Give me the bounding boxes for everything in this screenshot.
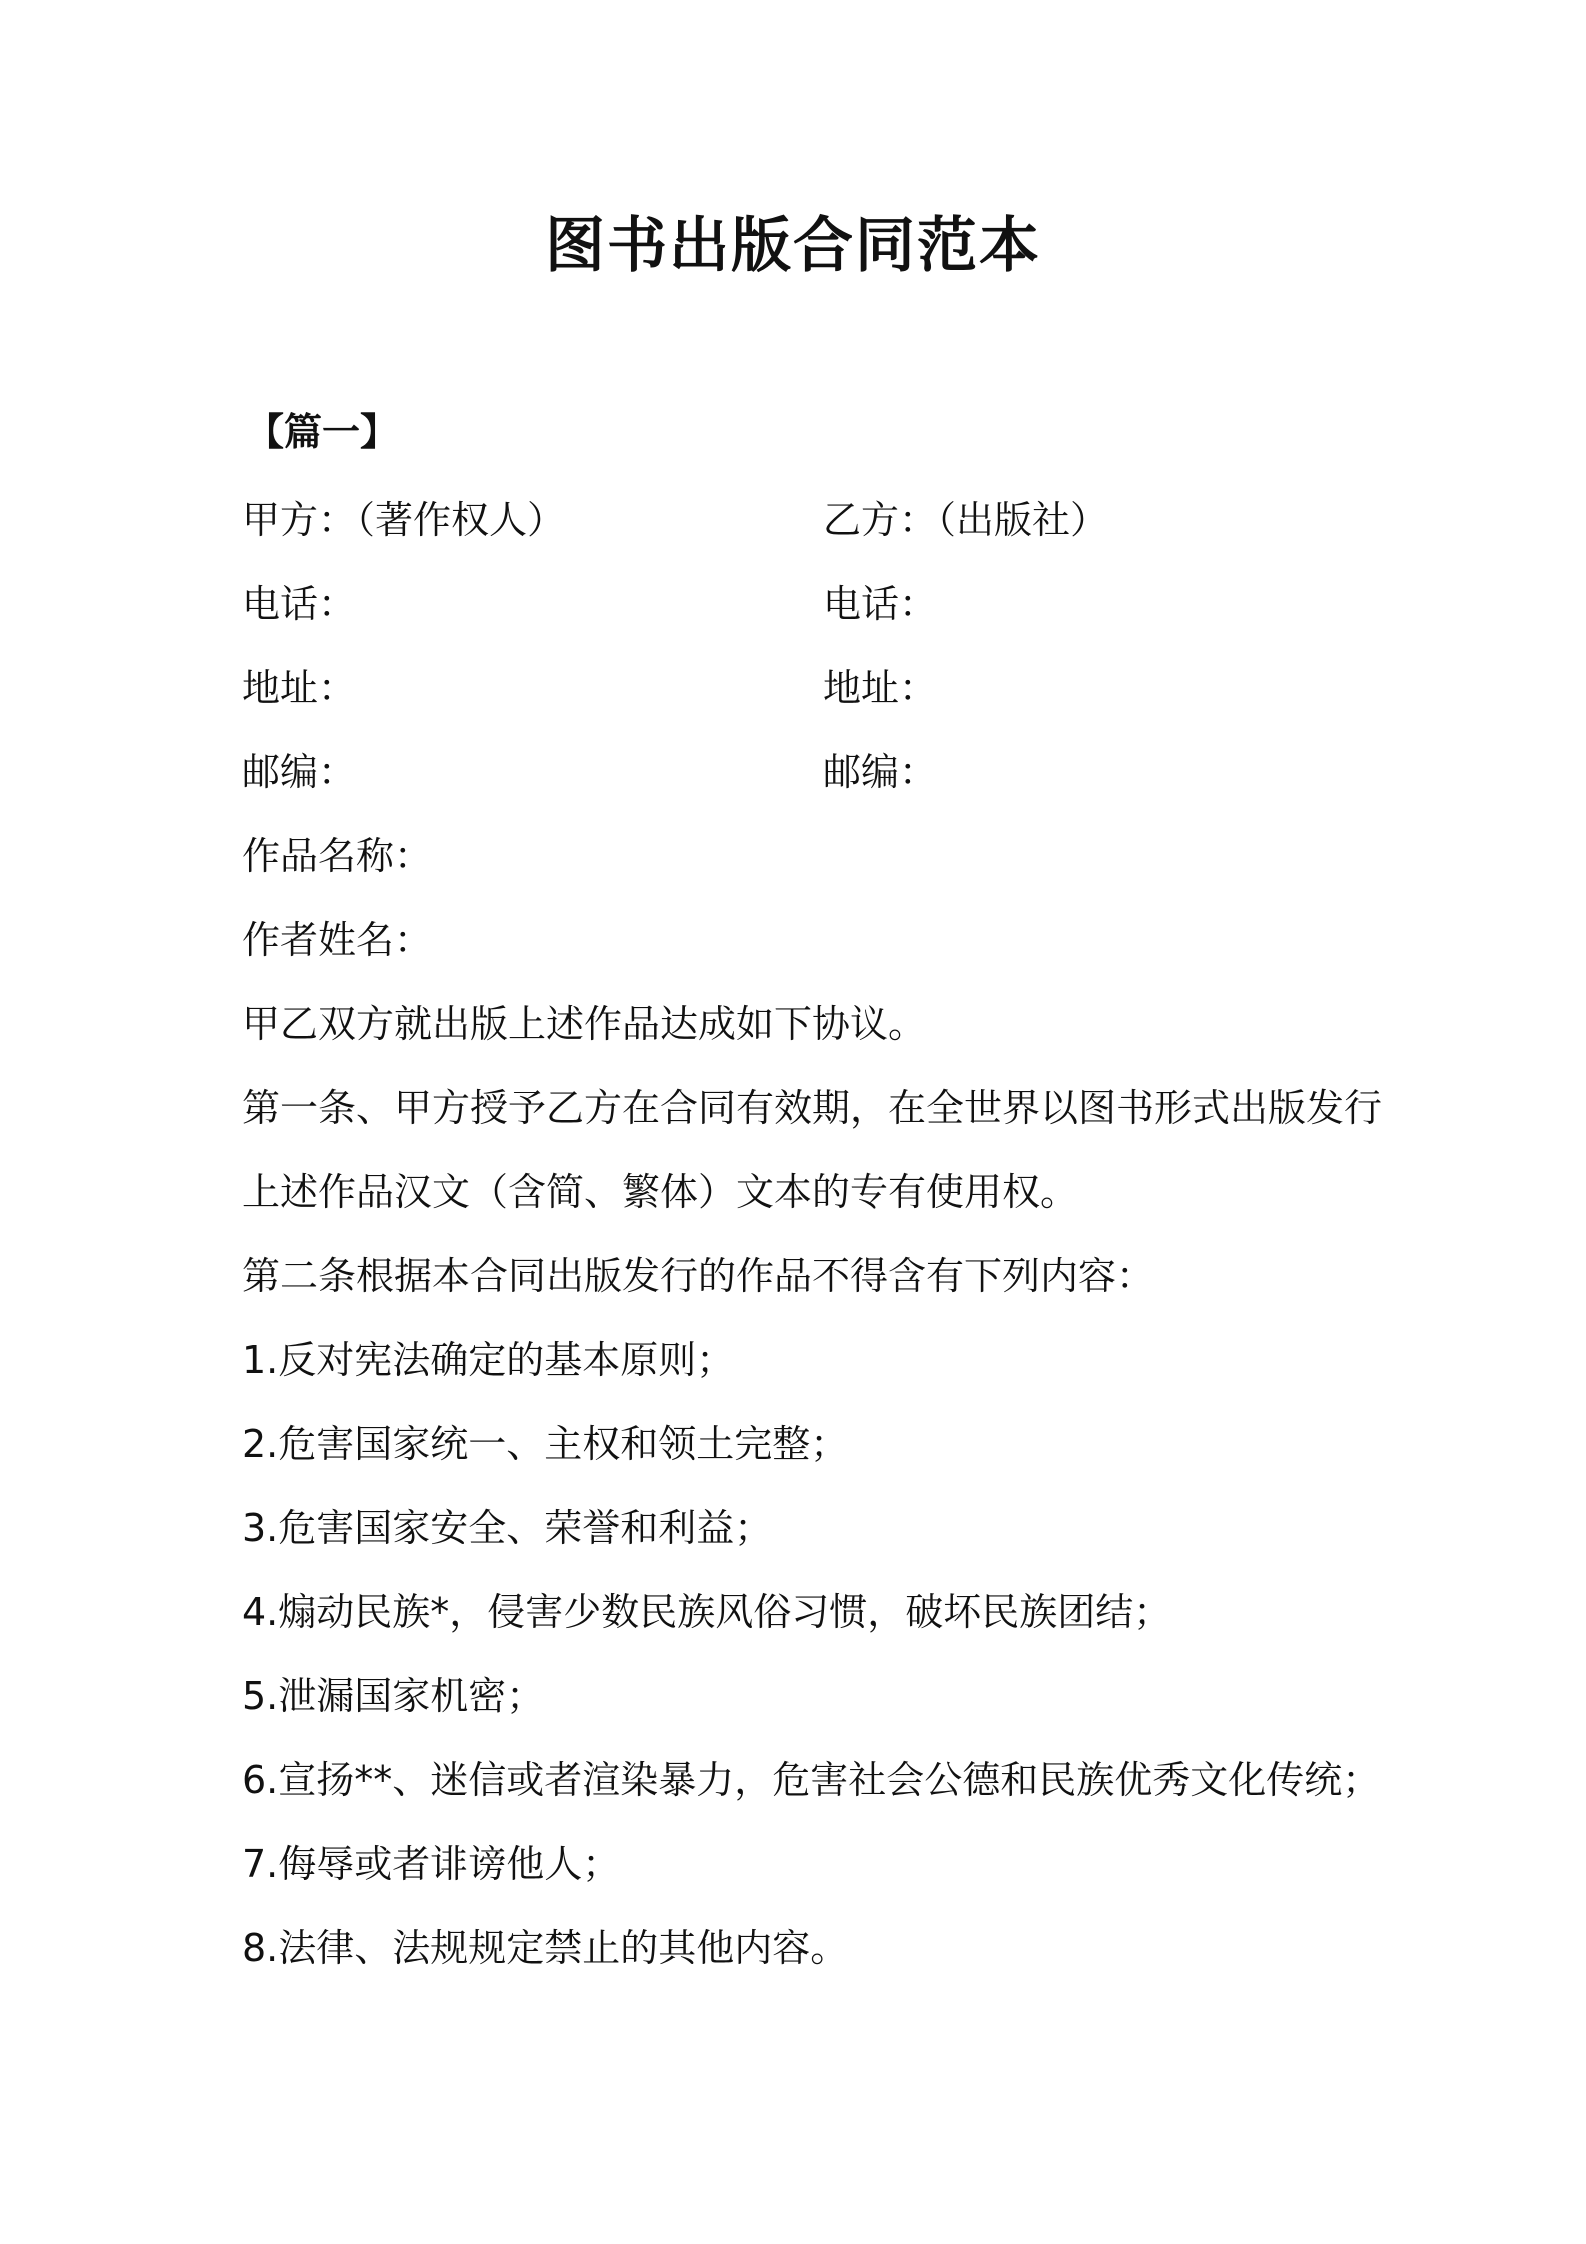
list-item: 8.法律、法规规定禁止的其他内容。 <box>242 1926 849 1970</box>
party-a-address: 地址： <box>242 666 357 710</box>
party-a-phone: 电话： <box>242 582 357 626</box>
list-item: 1.反对宪法确定的基本原则； <box>242 1338 735 1382</box>
party-a-postcode: 邮编： <box>242 750 357 794</box>
article-2: 第二条根据本合同出版发行的作品不得含有下列内容： <box>242 1254 1155 1298</box>
work-title-field: 作品名称： <box>242 834 433 878</box>
party-b-name: 乙方：（出版社） <box>823 498 1109 542</box>
list-item: 3.危害国家安全、荣誉和利益； <box>242 1506 773 1550</box>
list-item: 5.泄漏国家机密； <box>242 1674 545 1718</box>
article-1-line-1: 第一条、甲方授予乙方在合同有效期，在全世界以图书形式出版发行 <box>242 1086 1383 1130</box>
party-b-phone: 电话： <box>823 582 938 626</box>
list-item: 6.宣扬**、迷信或者渲染暴力，危害社会公德和民族优秀文化传统； <box>242 1758 1381 1802</box>
list-item: 7.侮辱或者诽谤他人； <box>242 1842 621 1886</box>
party-b-address: 地址： <box>823 666 938 710</box>
document-title: 图书出版合同范本 <box>545 211 1041 281</box>
list-item: 4.煽动民族*，侵害少数民族风俗习惯，破坏民族团结； <box>242 1590 1172 1634</box>
author-name-field: 作者姓名： <box>242 918 433 962</box>
article-1-line-2: 上述作品汉文（含简、繁体）文本的专有使用权。 <box>242 1170 1079 1214</box>
list-item: 2.危害国家统一、主权和领土完整； <box>242 1422 849 1466</box>
party-b-postcode: 邮编： <box>823 750 938 794</box>
agreement-intro: 甲乙双方就出版上述作品达成如下协议。 <box>242 1002 927 1046</box>
section-heading: 【篇一】 <box>246 410 399 454</box>
party-a-name: 甲方：（著作权人） <box>242 498 566 542</box>
